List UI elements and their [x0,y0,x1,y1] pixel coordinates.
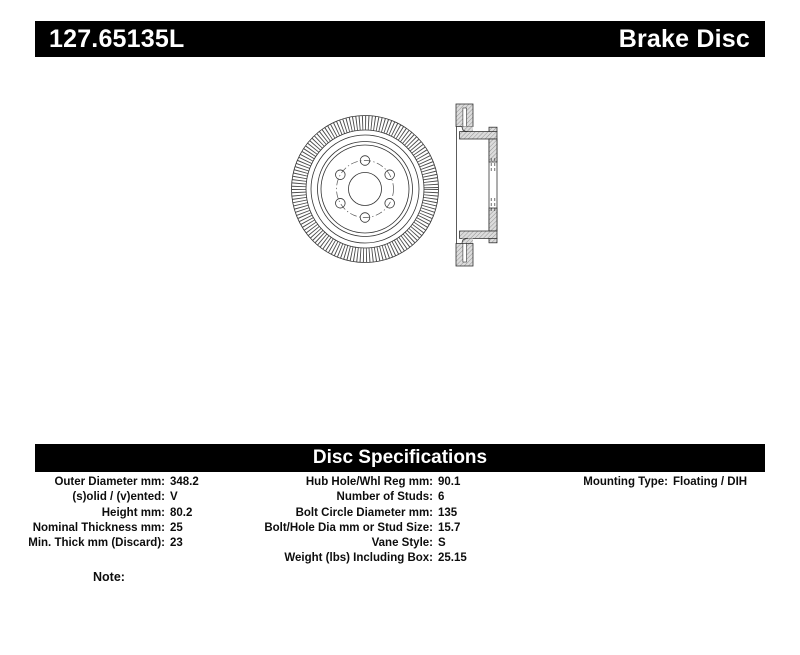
spec-label: (s)olid / (v)ented: [72,491,165,504]
section-hat-face-hatch-top [489,139,497,162]
spec-label: Weight (lbs) Including Box: [284,552,433,565]
spec-label: Nominal Thickness mm: [32,521,165,534]
spec-row [570,475,747,490]
spec-row [27,490,199,505]
brake-disc-technical-drawing [270,95,510,275]
brake-disc-section-view [456,104,497,266]
spec-label: Outer Diameter mm: [54,476,165,488]
spec-label: Min. Thick mm (Discard): [28,537,165,550]
spec-column-middle [256,475,467,567]
spec-section-title: Disc Specifications [312,447,488,468]
spec-value: 90.1 [438,476,461,488]
bolt-circle [337,161,394,218]
spec-row [27,506,199,521]
spec-row [256,521,467,536]
spec-row [27,536,199,551]
spec-row [256,475,467,490]
hub-hole [349,173,382,206]
spec-label: Hub Hole/Whl Reg mm: [305,476,433,488]
spec-value: S [438,537,446,550]
section-vent-gap-bottom [463,244,467,263]
brake-disc-front-view [292,116,439,263]
spec-value: 15.7 [438,521,461,534]
spec-label: Vane Style: [371,537,433,550]
spec-value: 25.15 [438,552,467,565]
spec-label: Mounting Type: [583,476,668,488]
spec-value: 80.2 [170,506,193,519]
spec-value: 6 [438,491,445,504]
rotor-face-ring-inner [321,145,409,233]
spec-value: V [170,491,178,504]
spec-label: Height mm: [101,506,165,519]
spec-value: 25 [170,521,183,534]
part-number: 127.65135L [49,25,185,53]
spec-label: Number of Studs: [336,491,433,504]
rotor-face-ring-outer [311,135,419,243]
spec-value: 348.2 [170,476,199,488]
section-transition-top [462,127,473,132]
spec-value: 135 [438,506,458,519]
spec-section-bar [35,444,765,472]
section-vent-gap-top [463,108,467,127]
spec-row [27,521,199,536]
header-bar [35,21,765,57]
spec-row [27,475,199,490]
stud-hole [336,170,346,180]
spec-row [256,506,467,521]
section-hat-band-top [460,132,498,139]
product-type-title: Brake Disc [618,25,750,53]
rotor-vane-hatch-band [299,123,431,255]
spec-column-right [570,475,747,490]
section-hat-lip-bottom [489,238,497,242]
spec-row [256,551,467,566]
spec-row [256,536,467,551]
section-hat-band-bottom [460,231,498,238]
section-hat-face-hatch-bottom [489,208,497,231]
spec-label: Bolt Circle Diameter mm: [295,506,433,519]
spec-value: 23 [170,537,183,550]
note-label: Note: [93,570,125,584]
spec-value: Floating / DIH [673,476,748,488]
spec-label: Bolt/Hole Dia mm or Stud Size: [264,521,433,534]
section-hat-lip-top [489,127,497,131]
stud-hole [336,198,346,208]
rotor-band-inner-edge [306,130,424,248]
spec-column-left [27,475,199,551]
spec-row [256,490,467,505]
